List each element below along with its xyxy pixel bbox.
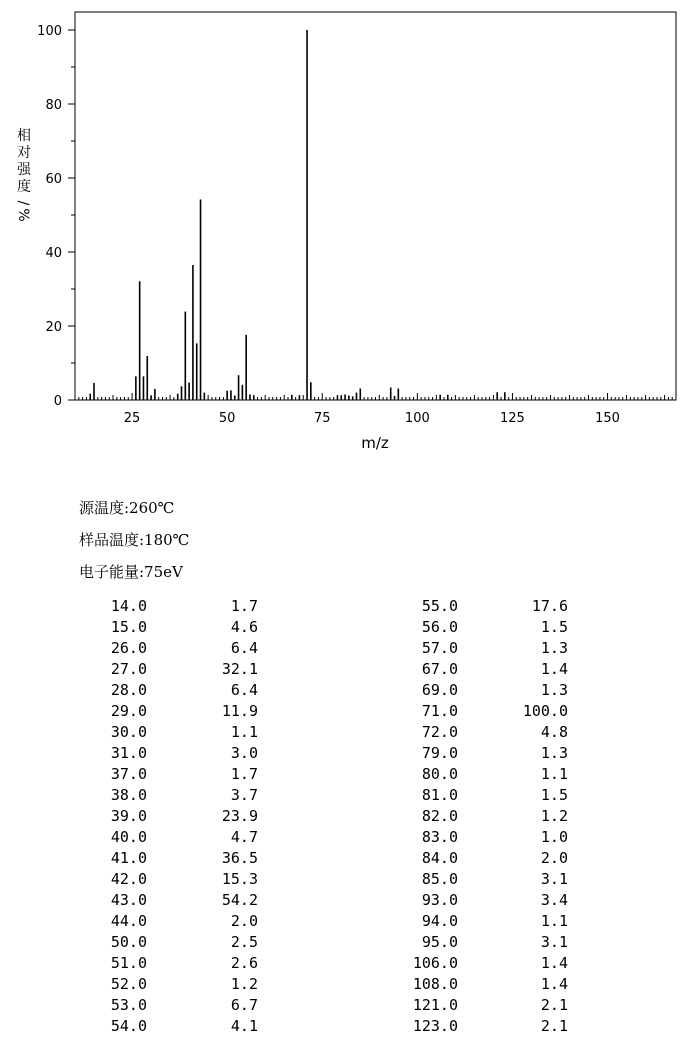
- peak-mz: 28.0: [110, 681, 147, 699]
- peak-intensity: 1.5: [540, 786, 568, 804]
- y-label-char: 度: [17, 179, 31, 195]
- peak-mz: 14.0: [110, 597, 147, 615]
- peak-bars: [90, 30, 505, 400]
- peak-mz: 123.0: [412, 1017, 458, 1035]
- peak-mz: 44.0: [110, 912, 147, 930]
- peak-mz: 54.0: [110, 1017, 147, 1035]
- peak-intensity: 32.1: [221, 660, 258, 678]
- peak-intensity: 15.3: [221, 870, 258, 888]
- peak-intensity: 1.7: [230, 597, 258, 615]
- peak-mz: 108.0: [412, 975, 458, 993]
- peak-mz: 95.0: [421, 933, 458, 951]
- peak-mz: 56.0: [421, 618, 458, 636]
- peak-intensity: 3.7: [230, 786, 258, 804]
- peak-mz: 39.0: [110, 807, 147, 825]
- peak-intensity: 3.0: [230, 744, 258, 762]
- peak-intensity: 2.1: [540, 996, 568, 1014]
- peak-intensity: 6.4: [230, 639, 258, 657]
- y-label-char: 对: [17, 145, 31, 161]
- y-tick-label: 80: [45, 98, 62, 113]
- peak-mz: 106.0: [412, 954, 458, 972]
- peak-mz: 80.0: [421, 765, 458, 783]
- peak-intensity: 1.1: [540, 912, 568, 930]
- peak-mz: 81.0: [421, 786, 458, 804]
- peak-mz: 83.0: [421, 828, 458, 846]
- y-tick-label: 20: [45, 320, 62, 335]
- peak-intensity: 3.4: [540, 891, 568, 909]
- peak-intensity: 1.1: [230, 723, 258, 741]
- x-tick-label: 100: [404, 411, 430, 426]
- peak-intensity: 17.6: [531, 597, 568, 615]
- y-tick-label: 40: [45, 246, 62, 261]
- peak-intensity: 1.3: [540, 744, 568, 762]
- peak-mz: 121.0: [412, 996, 458, 1014]
- sample-temperature: 样品温度:180℃: [79, 531, 190, 549]
- peak-intensity: 1.0: [540, 828, 568, 846]
- peak-mz: 40.0: [110, 828, 147, 846]
- y-label-char: 相: [17, 128, 31, 144]
- peak-intensity: 1.4: [540, 660, 568, 678]
- peak-intensity: 4.6: [230, 618, 258, 636]
- peak-mz: 85.0: [421, 870, 458, 888]
- peak-mz: 82.0: [421, 807, 458, 825]
- x-tick-label: 150: [595, 411, 620, 426]
- peak-mz: 55.0: [421, 597, 458, 615]
- peak-intensity: 100.0: [522, 702, 568, 720]
- y-tick-label: 0: [53, 394, 62, 409]
- peak-intensity: 2.0: [540, 849, 568, 867]
- peak-mz: 31.0: [110, 744, 147, 762]
- peak-intensity: 4.8: [540, 723, 568, 741]
- peak-intensity: 1.3: [540, 639, 568, 657]
- peak-mz: 51.0: [110, 954, 147, 972]
- tick-labels: [37, 24, 620, 426]
- peak-mz: 37.0: [110, 765, 147, 783]
- peak-intensity: 1.5: [540, 618, 568, 636]
- peak-mz: 42.0: [110, 870, 147, 888]
- peak-intensity: 4.1: [230, 1017, 258, 1035]
- peak-intensity: 2.5: [230, 933, 258, 951]
- peak-intensity: 2.1: [540, 1017, 568, 1035]
- peak-intensity: 1.2: [230, 975, 258, 993]
- peak-mz: 50.0: [110, 933, 147, 951]
- peak-intensity: 54.2: [221, 891, 258, 909]
- peak-intensity: 6.4: [230, 681, 258, 699]
- y-label-char: 强: [17, 162, 31, 178]
- peak-mz: 43.0: [110, 891, 147, 909]
- peak-mz: 26.0: [110, 639, 147, 657]
- peak-intensity: 3.1: [540, 933, 568, 951]
- peak-mz: 71.0: [421, 702, 458, 720]
- peak-mz: 72.0: [421, 723, 458, 741]
- y-axis-label: [15, 127, 32, 222]
- plot-frame: [75, 12, 676, 400]
- peak-mz: 69.0: [421, 681, 458, 699]
- x-tick-label: 125: [500, 411, 525, 426]
- y-label-char: /: [15, 200, 31, 206]
- peak-intensity: 23.9: [221, 807, 258, 825]
- peak-intensity: 1.1: [540, 765, 568, 783]
- peak-mz: 41.0: [110, 849, 147, 867]
- peak-intensity: 36.5: [221, 849, 258, 867]
- peak-mz: 57.0: [421, 639, 458, 657]
- y-tick-label: 60: [45, 172, 62, 187]
- peak-mz: 30.0: [110, 723, 147, 741]
- peak-mz: 29.0: [110, 702, 147, 720]
- peak-mz: 15.0: [110, 618, 147, 636]
- peak-intensity: 11.9: [221, 702, 258, 720]
- peak-intensity: 2.6: [230, 954, 258, 972]
- peak-intensity: 1.4: [540, 975, 568, 993]
- peak-intensity: 1.2: [540, 807, 568, 825]
- mass-spectrum-chart: [0, 0, 687, 460]
- peak-mz: 53.0: [110, 996, 147, 1014]
- peak-mz: 93.0: [421, 891, 458, 909]
- peak-intensity: 4.7: [230, 828, 258, 846]
- source-temperature: 源温度:260℃: [79, 499, 175, 517]
- peak-mz: 94.0: [421, 912, 458, 930]
- peak-mz: 84.0: [421, 849, 458, 867]
- x-axis-label: m/z: [361, 434, 389, 452]
- y-tick-label: 100: [37, 24, 62, 39]
- electron-energy: 电子能量:75eV: [79, 563, 183, 581]
- peak-intensity: 1.3: [540, 681, 568, 699]
- axis-ticks: [68, 30, 676, 400]
- peak-intensity: 1.4: [540, 954, 568, 972]
- peak-mz: 52.0: [110, 975, 147, 993]
- peak-mz: 27.0: [110, 660, 147, 678]
- peak-intensity: 2.0: [230, 912, 258, 930]
- x-tick-label: 50: [218, 411, 236, 426]
- x-tick-label: 75: [313, 411, 331, 426]
- peak-intensity: 6.7: [230, 996, 258, 1014]
- peak-mz: 38.0: [110, 786, 147, 804]
- y-label-char: %: [15, 208, 31, 222]
- peak-intensity: 1.7: [230, 765, 258, 783]
- peak-intensity: 3.1: [540, 870, 568, 888]
- x-tick-label: 25: [123, 411, 141, 426]
- peak-mz: 79.0: [421, 744, 458, 762]
- peak-mz: 67.0: [421, 660, 458, 678]
